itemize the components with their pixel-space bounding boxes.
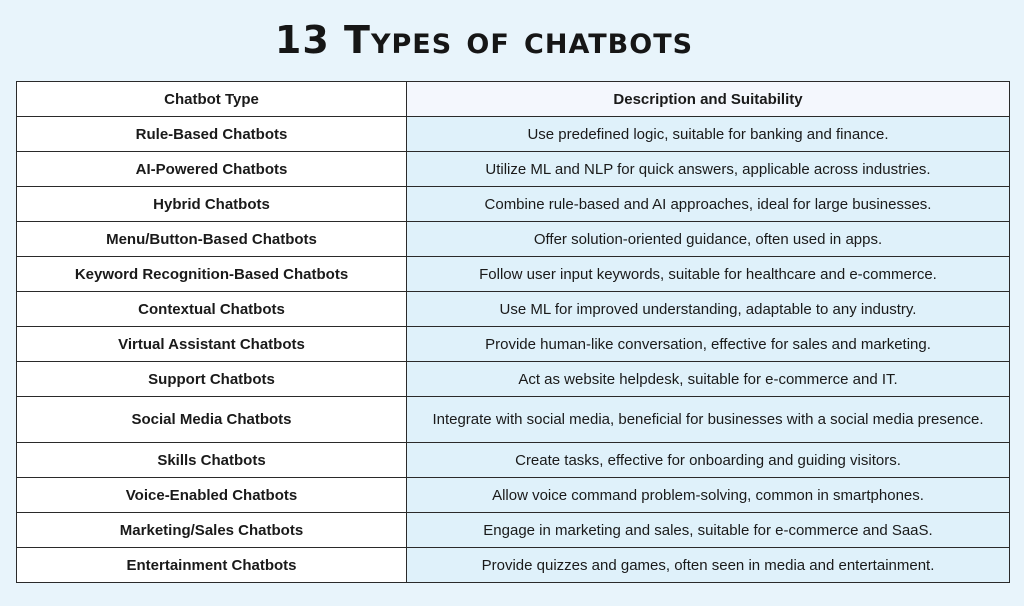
table-row [17, 397, 1010, 443]
description-cell: Follow user input keywords, suitable for healthcare and e-commerce. [407, 257, 1010, 292]
column-header-description: Description and Suitability [407, 82, 1010, 117]
table-row [17, 257, 1010, 292]
chatbot-type-cell: Contextual Chatbots [17, 292, 407, 327]
table-row [17, 327, 1010, 362]
chatbot-type-cell: Skills Chatbots [17, 443, 407, 478]
description-cell: Provide quizzes and games, often seen in media and entertainment. [407, 548, 1010, 583]
table-row [17, 222, 1010, 257]
chatbot-type-cell: Support Chatbots [17, 362, 407, 397]
table-row [17, 152, 1010, 187]
chatbot-type-cell: Social Media Chatbots [17, 397, 407, 443]
chatbot-type-cell: Menu/Button-Based Chatbots [17, 222, 407, 257]
table-row [17, 513, 1010, 548]
chatbot-type-cell: Marketing/Sales Chatbots [17, 513, 407, 548]
description-cell: Provide human-like conversation, effective for sales and marketing. [407, 327, 1010, 362]
column-header-chatbot-type: Chatbot Type [17, 82, 407, 117]
chatbot-type-cell: Voice-Enabled Chatbots [17, 478, 407, 513]
description-cell: Utilize ML and NLP for quick answers, applicable across industries. [407, 152, 1010, 187]
description-cell: Integrate with social media, beneficial for businesses with a social media presence. [407, 397, 1010, 443]
table-header-row [17, 82, 1010, 117]
chatbot-type-cell: Virtual Assistant Chatbots [17, 327, 407, 362]
chatbot-type-cell: Hybrid Chatbots [17, 187, 407, 222]
chatbot-types-table [16, 81, 1010, 583]
table-row [17, 443, 1010, 478]
chatbot-type-cell: Keyword Recognition-Based Chatbots [17, 257, 407, 292]
table-row [17, 292, 1010, 327]
description-cell: Allow voice command problem-solving, common in smartphones. [407, 478, 1010, 513]
description-cell: Use ML for improved understanding, adaptable to any industry. [407, 292, 1010, 327]
table-row [17, 548, 1010, 583]
description-cell: Use predefined logic, suitable for banking and finance. [407, 117, 1010, 152]
description-cell: Create tasks, effective for onboarding and guiding visitors. [407, 443, 1010, 478]
chatbot-type-cell: Entertainment Chatbots [17, 548, 407, 583]
chatbot-type-cell: AI-Powered Chatbots [17, 152, 407, 187]
description-cell: Offer solution-oriented guidance, often used in apps. [407, 222, 1010, 257]
page-title: 13 Types of chatbots [274, 18, 694, 62]
description-cell: Combine rule-based and AI approaches, ideal for large businesses. [407, 187, 1010, 222]
table-row [17, 187, 1010, 222]
table-row [17, 117, 1010, 152]
table-row [17, 362, 1010, 397]
description-cell: Engage in marketing and sales, suitable for e-commerce and SaaS. [407, 513, 1010, 548]
chatbot-type-cell: Rule-Based Chatbots [17, 117, 407, 152]
description-cell: Act as website helpdesk, suitable for e-commerce and IT. [407, 362, 1010, 397]
table-row [17, 478, 1010, 513]
